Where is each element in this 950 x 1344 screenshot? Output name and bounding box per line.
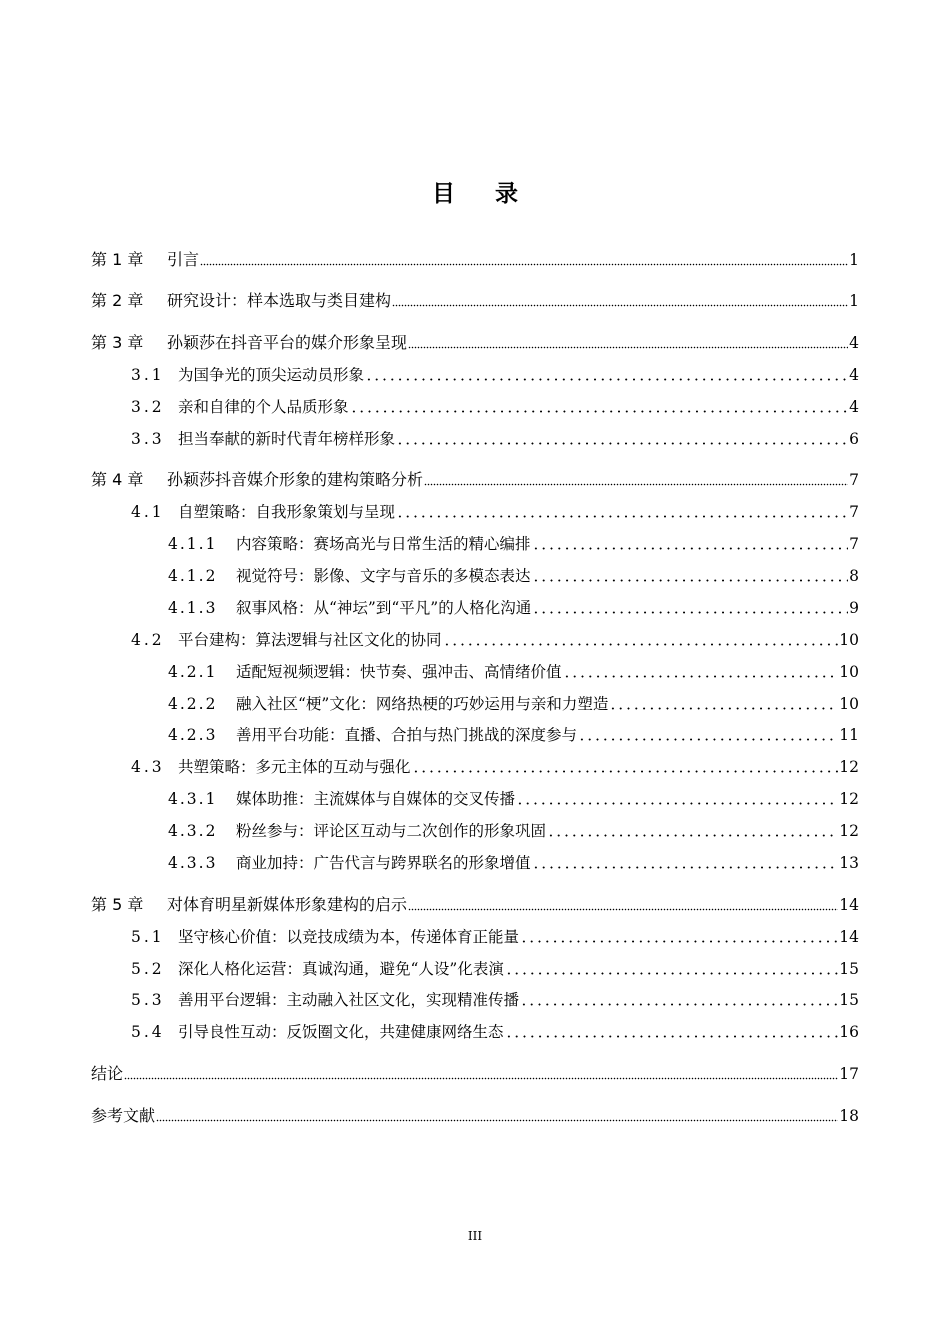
toc-entry-title: 引言 <box>167 250 200 269</box>
toc-entry-title: 孙颖莎在抖音平台的媒介形象呈现 <box>167 333 408 352</box>
toc-dot-leader <box>520 1003 838 1006</box>
toc-entry-page-number: 10 <box>839 663 859 681</box>
toc-entry-number: 4.2.2 <box>168 695 218 713</box>
toc-dot-leader <box>532 579 849 582</box>
toc-entry-title: 研究设计：样本选取与类目建构 <box>167 291 392 310</box>
toc-dot-leader <box>392 304 848 307</box>
toc-entry-page-number: 12 <box>839 758 859 776</box>
toc-entry-title: 深化人格化运营：真诚沟通，避免“人设”化表演 <box>178 960 504 978</box>
toc-entry-title: 善用平台逻辑：主动融入社区文化，实现精准传播 <box>178 991 520 1009</box>
toc-entry-section[interactable] <box>131 363 859 387</box>
toc-entry-number: 5.1 <box>131 928 165 946</box>
toc-entry-number: 第 5 章 <box>91 895 144 914</box>
toc-entry-title: 共塑策略：多元主体的互动与强化 <box>178 758 411 776</box>
toc-dot-leader <box>578 738 838 741</box>
toc-dot-leader <box>424 483 848 486</box>
toc-entry-title: 善用平台功能：直播、合拍与热门挑战的深度参与 <box>236 726 578 744</box>
toc-entry-title: 商业加持：广告代言与跨界联名的形象增值 <box>236 854 531 872</box>
toc-entry-number: 第 1 章 <box>91 250 144 269</box>
toc-entry-number: 第 2 章 <box>91 291 144 310</box>
toc-entry-page-number: 4 <box>849 334 859 352</box>
toc-entry-page-number: 10 <box>839 695 859 713</box>
toc-entry-title: 坚守核心价值：以竞技成绩为本，传递体育正能量 <box>178 928 520 946</box>
toc-entry-page-number: 6 <box>849 430 859 448</box>
toc-entry-number: 4.3 <box>131 758 165 776</box>
toc-entry-chapter[interactable] <box>91 289 859 313</box>
toc-entry-page-number: 18 <box>839 1107 859 1125</box>
toc-dot-leader <box>443 643 839 646</box>
toc-entry-chapter[interactable] <box>91 331 859 355</box>
toc-entry-number: 4.1 <box>131 503 165 521</box>
toc-entry-page-number: 16 <box>839 1023 859 1041</box>
toc-entry-section[interactable] <box>131 925 859 949</box>
toc-entry-page-number: 12 <box>839 790 859 808</box>
toc-entry-page-number: 8 <box>849 567 859 585</box>
toc-dot-leader <box>200 263 848 266</box>
toc-dot-leader <box>532 547 849 550</box>
toc-entry-title: 适配短视频逻辑：快节奏、强冲击、高情绪价值 <box>236 663 562 681</box>
toc-entry-page-number: 15 <box>839 991 859 1009</box>
toc-dot-leader <box>412 770 839 773</box>
toc-entry-subsection[interactable] <box>168 851 859 875</box>
toc-dot-leader <box>516 802 838 805</box>
toc-entry-subsection[interactable] <box>168 596 859 620</box>
toc-dot-leader <box>396 515 848 518</box>
toc-entry-page-number: 12 <box>839 822 859 840</box>
toc-entry-page-number: 9 <box>849 599 859 617</box>
toc-entry-number: 5.2 <box>131 960 165 978</box>
toc-dot-leader <box>505 1035 839 1038</box>
toc-dot-leader <box>609 707 838 710</box>
toc-entry-page-number: 1 <box>849 292 859 310</box>
toc-entry-title: 媒体助推：主流媒体与自媒体的交叉传播 <box>236 790 516 808</box>
toc-entry-subsection[interactable] <box>168 723 859 747</box>
toc-entry-section[interactable] <box>131 957 859 981</box>
toc-entry-section[interactable] <box>131 395 859 419</box>
toc-dot-leader <box>124 1077 838 1080</box>
toc-entry-number: 4.3.2 <box>168 822 218 840</box>
toc-entry-subsection[interactable] <box>168 692 859 716</box>
toc-dot-leader <box>156 1119 838 1122</box>
toc-entry-subsection[interactable] <box>168 660 859 684</box>
toc-entry-section[interactable] <box>131 628 859 652</box>
toc-entry-subsection[interactable] <box>168 564 859 588</box>
toc-entry-page-number: 14 <box>839 896 859 914</box>
toc-entry-page-number: 14 <box>839 928 859 946</box>
toc-entry-number: 第 3 章 <box>91 333 144 352</box>
toc-entry-number: 4.2.3 <box>168 726 218 744</box>
toc-dot-leader <box>408 346 848 349</box>
toc-entry-number: 5.4 <box>131 1023 165 1041</box>
toc-entry-page-number: 1 <box>849 251 859 269</box>
toc-entry-page-number: 15 <box>839 960 859 978</box>
toc-entry-page-number: 4 <box>849 366 859 384</box>
toc-entry-title: 亲和自律的个人品质形象 <box>178 398 349 416</box>
page-number-footer: III <box>467 1229 483 1243</box>
toc-dot-leader <box>396 442 848 445</box>
toc-entry-section[interactable] <box>131 988 859 1012</box>
toc-dot-leader <box>350 410 849 413</box>
toc-entry-page-number: 11 <box>839 726 859 744</box>
toc-entry-page-number: 4 <box>849 398 859 416</box>
toc-dot-leader <box>547 834 838 837</box>
toc-entry-number: 4.2 <box>131 631 165 649</box>
toc-dot-leader <box>563 675 839 678</box>
toc-entry-section[interactable] <box>131 1020 859 1044</box>
toc-entry-chapter[interactable] <box>91 893 859 917</box>
toc-entry-chapter[interactable] <box>91 468 859 492</box>
toc-entry-number: 3.1 <box>131 366 165 384</box>
toc-entry-title: 参考文献 <box>91 1106 156 1125</box>
toc-entry-number: 4.3.1 <box>168 790 218 808</box>
toc-entry-number: 4.1.1 <box>168 535 218 553</box>
toc-entry-number: 3.2 <box>131 398 165 416</box>
toc-entry-section[interactable] <box>131 755 859 779</box>
toc-entry-page-number: 7 <box>849 471 859 489</box>
toc-dot-leader <box>532 611 848 614</box>
toc-entry-title: 自塑策略：自我形象策划与呈现 <box>178 503 396 521</box>
toc-dot-leader <box>532 866 839 869</box>
toc-entry-title: 视觉符号：影像、文字与音乐的多模态表达 <box>236 567 531 585</box>
toc-entry-section[interactable] <box>131 427 859 451</box>
toc-dot-leader <box>520 940 838 943</box>
toc-entry-subsection[interactable] <box>168 819 859 843</box>
toc-entry-title: 叙事风格：从“神坛”到“平凡”的人格化沟通 <box>236 599 532 617</box>
toc-dot-leader <box>408 908 838 911</box>
toc-entry-number: 3.3 <box>131 430 165 448</box>
toc-entry-title: 平台建构：算法逻辑与社区文化的协同 <box>178 631 442 649</box>
toc-entry-title: 粉丝参与：评论区互动与二次创作的形象巩固 <box>236 822 547 840</box>
toc-entry-title: 结论 <box>91 1064 124 1083</box>
toc-entry-page-number: 7 <box>849 503 859 521</box>
toc-entry-page-number: 17 <box>839 1065 859 1083</box>
toc-entry-chapter[interactable] <box>91 1062 859 1086</box>
toc-entry-number: 第 4 章 <box>91 470 144 489</box>
toc-entry-chapter[interactable] <box>91 248 859 272</box>
toc-entry-title: 内容策略：赛场高光与日常生活的精心编排 <box>236 535 531 553</box>
toc-entry-subsection[interactable] <box>168 532 859 556</box>
toc-entry-number: 4.3.3 <box>168 854 218 872</box>
page-title: 目录 <box>432 181 558 207</box>
toc-entry-page-number: 7 <box>849 535 859 553</box>
toc-entry-number: 4.1.2 <box>168 567 218 585</box>
toc-entry-number: 5.3 <box>131 991 165 1009</box>
toc-dot-leader <box>365 378 848 381</box>
toc-entry-title: 融入社区“梗”文化：网络热梗的巧妙运用与亲和力塑造 <box>236 695 609 713</box>
toc-entry-chapter[interactable] <box>91 1104 859 1128</box>
toc-dot-leader <box>505 972 838 975</box>
toc-entry-subsection[interactable] <box>168 787 859 811</box>
toc-entry-section[interactable] <box>131 500 859 524</box>
toc-entry-page-number: 13 <box>839 854 859 872</box>
toc-entry-number: 4.1.3 <box>168 599 218 617</box>
toc-entry-title: 对体育明星新媒体形象建构的启示 <box>167 895 408 914</box>
toc-entry-page-number: 10 <box>839 631 859 649</box>
toc-entry-title: 孙颖莎抖音媒介形象的建构策略分析 <box>167 470 424 489</box>
toc-entry-title: 为国争光的顶尖运动员形象 <box>178 366 365 384</box>
toc-entry-number: 4.2.1 <box>168 663 218 681</box>
toc-entry-title: 引导良性互动：反饭圈文化，共建健康网络生态 <box>178 1023 504 1041</box>
toc-entry-title: 担当奉献的新时代青年榜样形象 <box>178 430 396 448</box>
